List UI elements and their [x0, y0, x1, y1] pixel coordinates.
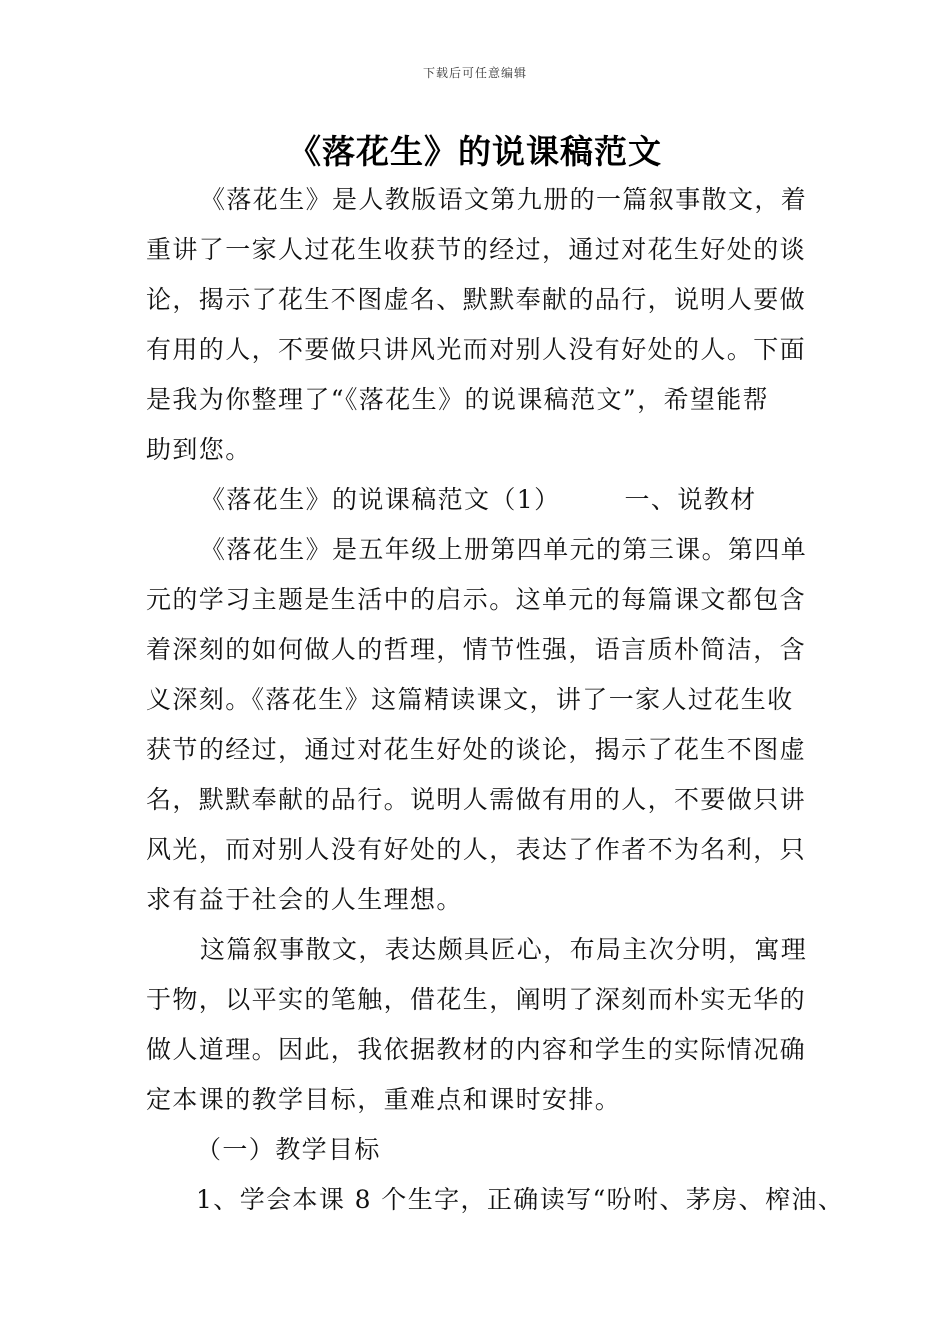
document-title: 《落花生》的说课稿范文: [288, 132, 662, 171]
para2-line: 求有益于社会的人生理想。: [146, 885, 463, 914]
para2-line: 名，默默奉献的品行。说明人需做有用的人，不要做只讲: [146, 785, 807, 814]
para3-line: 定本课的教学目标，重难点和课时安排。: [146, 1085, 622, 1114]
para2-line: 风光，而对别人没有好处的人，表达了作者不为名利，只: [146, 835, 807, 864]
intro-line: 有用的人，不要做只讲风光而对别人没有好处的人。下面: [146, 335, 807, 364]
goal-item-1: 1、学会本课 8 个生字，正确读写“吩咐、茅房、榨油、: [196, 1185, 845, 1214]
page-header-note: 下载后可任意编辑: [422, 66, 527, 80]
para3-line: 做人道理。因此，我依据教材的内容和学生的实际情况确: [146, 1035, 807, 1064]
para2-line: 《落花生》是五年级上册第四单元的第三课。第四单: [200, 535, 808, 564]
section-heading-part: 《落花生》的说课稿范文（1）: [200, 485, 561, 514]
para3-line: 于物，以平实的笔触，借花生，阐明了深刻而朴实无华的: [146, 985, 807, 1014]
intro-line: 《落花生》是人教版语文第九册的一篇叙事散文，着: [200, 185, 808, 214]
subheading-teaching-goals: （一）教学目标: [196, 1135, 381, 1164]
section-heading: [146, 482, 880, 518]
para2-line: 获节的经过，通过对花生好处的谈论，揭示了花生不图虚: [146, 735, 807, 764]
section-heading-sub: 一、说教材: [624, 485, 757, 514]
para2-line: 义深刻。《落花生》这篇精读课文，讲了一家人过花生收: [146, 685, 794, 714]
intro-line: 重讲了一家人过花生收获节的经过，通过对花生好处的谈: [146, 235, 807, 264]
para3-line: 这篇叙事散文，表达颇具匠心，布局主次分明，寓理: [200, 935, 808, 964]
para2-line: 着深刻的如何做人的哲理，情节性强，语言质朴简洁，含: [146, 635, 807, 664]
intro-line: 论，揭示了花生不图虚名、默默奉献的品行，说明人要做: [146, 285, 807, 314]
para2-line: 元的学习主题是生活中的启示。这单元的每篇课文都包含: [146, 585, 807, 614]
intro-line: 助到您。: [146, 435, 252, 464]
intro-line: 是我为你整理了“《落花生》的说课稿范文”，希望能帮: [146, 385, 770, 414]
